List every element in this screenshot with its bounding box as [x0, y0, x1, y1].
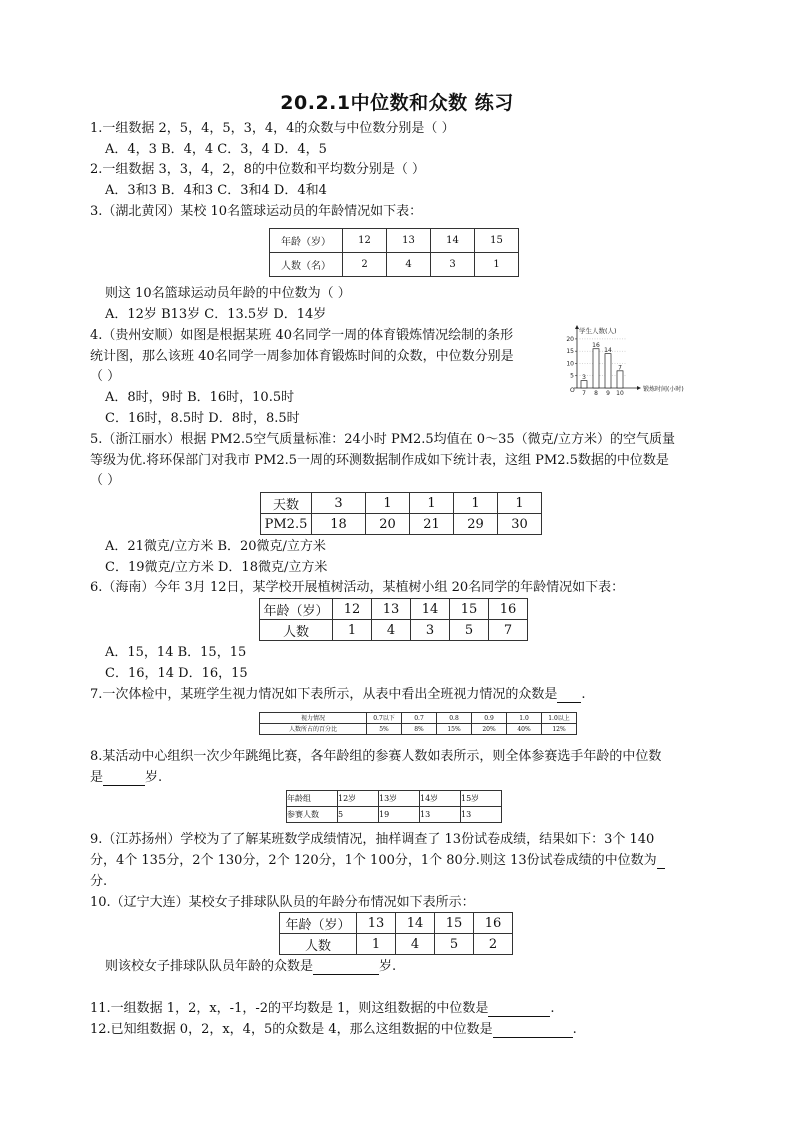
- table-cell: 2: [474, 934, 513, 955]
- table-row: [270, 253, 519, 277]
- table-cell: 30: [498, 514, 542, 535]
- q8-stem-line1: 8.某活动中心组织一次少年跳绳比赛，各年龄组的参赛人数如表所示，则全体参赛选手年龄的中位数: [90, 749, 662, 764]
- q4-options-line1: A．8时，9时 B．16时，10.5时: [105, 390, 295, 405]
- table-cell: 8%: [402, 724, 437, 735]
- q3-stem: 3.（湖北黄冈）某校 10名篮球运动员的年龄情况如下表：: [90, 204, 423, 219]
- q8-stem-line2-post: 岁.: [145, 770, 163, 785]
- chart-data-label: 16: [592, 342, 600, 350]
- q1-options: A．4，3 B．4，4 C．3，4 D．4，5: [105, 142, 327, 157]
- table-cell: 15%: [437, 724, 472, 735]
- chart-bar: [593, 349, 599, 388]
- q12-stem: [90, 1022, 577, 1038]
- table-cell: 0.7: [402, 713, 437, 724]
- q12-answer-blank[interactable]: [493, 1024, 573, 1038]
- table-cell: 21: [410, 514, 454, 535]
- table-row: [280, 934, 513, 955]
- table-cell: 1: [454, 493, 498, 514]
- table-cell: 12岁: [338, 791, 379, 807]
- table-cell: 1: [498, 493, 542, 514]
- q5-table: [260, 492, 542, 535]
- chart-y-axis-label: 学生人数(人): [579, 327, 617, 335]
- table-cell: 19: [379, 807, 420, 823]
- q2-options: A．3和3 B．4和3 C．3和4 D．4和4: [105, 183, 327, 198]
- table-cell: 7: [489, 620, 528, 641]
- q4-stem-line1: 4.（贵州安顺）如图是根据某班 40名同学一周的体育锻炼情况绘制的条形: [90, 328, 514, 343]
- table-cell: 1.0以上: [542, 713, 577, 724]
- q10-follow-pre: 则该校女子排球队队员年龄的众数是: [105, 959, 314, 974]
- q9-stem-line1: 9.（江苏扬州）学校为了了解某班数学成绩情况，抽样调查了 13份试卷成绩，结果如下：3个 140: [90, 832, 655, 847]
- q1-stem: 1.一组数据 2，5，4，5，3，4，4的众数与中位数分别是（ ）: [90, 121, 455, 136]
- table-cell: 20: [366, 514, 410, 535]
- chart-data-label: 3: [582, 374, 586, 382]
- chart-y-tick-label: 20: [566, 335, 574, 343]
- table-cell: 5: [435, 934, 474, 955]
- q11-stem: [90, 1001, 555, 1017]
- chart-origin-label: O: [570, 387, 575, 394]
- table-cell: 3: [411, 620, 450, 641]
- q3-options: A．12岁 B13岁 C．13.5岁 D．14岁: [105, 307, 327, 322]
- q5-options-line1: A．21微克/立方米 B．20微克/立方米: [105, 539, 326, 554]
- q7-answer-blank[interactable]: [557, 689, 581, 703]
- table-cell: 参赛人数: [287, 807, 338, 823]
- chart-data-label: 14: [604, 347, 612, 355]
- q10-answer-blank[interactable]: [313, 961, 379, 975]
- chart-y-tick-label: 10: [566, 360, 574, 368]
- table-cell: 20%: [472, 724, 507, 735]
- table-cell: 40%: [507, 724, 542, 735]
- chart-bar: [605, 354, 611, 388]
- table-cell: 14: [411, 599, 450, 620]
- table-cell: 0.8: [437, 713, 472, 724]
- table-cell: 人数所占的百分比: [260, 724, 367, 735]
- q5-stem-line2: 等级为优.将环保部门对我市 PM2.5一周的环测数据制作成如下统计表，这组 PM2.5数据的中位数是: [90, 453, 669, 468]
- table-cell: 12: [333, 599, 372, 620]
- table-cell: 14: [431, 229, 475, 253]
- table-cell: 12: [343, 229, 387, 253]
- q10-table: [279, 912, 513, 955]
- table-cell: 1: [475, 253, 519, 277]
- chart-x-axis-label: 锻炼时间(小时): [643, 386, 684, 393]
- q6-options-line1: A．15，14 B．15，15: [105, 645, 247, 660]
- q9-stem-line3: 分.: [90, 874, 108, 889]
- q8-stem-line2-pre: 是: [90, 770, 104, 785]
- q4-bar-chart: [560, 322, 710, 404]
- table-cell: 13: [372, 599, 411, 620]
- table-cell: 0.9: [472, 713, 507, 724]
- q5-stem-line3: （ ）: [90, 473, 121, 488]
- table-cell: 15: [475, 229, 519, 253]
- table-cell: 年龄组: [287, 791, 338, 807]
- table-row: [260, 713, 577, 724]
- table-cell: 1.0: [507, 713, 542, 724]
- table-row: [260, 620, 528, 641]
- chart-x-tick-label: 10: [616, 390, 624, 397]
- q10-follow: [105, 959, 396, 975]
- q2-stem: 2.一组数据 3，3，4，2，8的中位数和平均数分别是（ ）: [90, 162, 426, 177]
- page-title: 20.2.1中位数和众数 练习: [280, 92, 514, 114]
- table-cell: 5: [450, 620, 489, 641]
- chart-y-tick-label: 15: [566, 348, 574, 356]
- q6-stem: 6.（海南）今年 3月 12日，某学校开展植树活动，某植树小组 20名同学的年龄情况如下表：: [90, 580, 625, 595]
- q7-stem: [90, 687, 586, 703]
- table-cell: 13: [387, 229, 431, 253]
- q12-stem-end: .: [572, 1022, 577, 1037]
- table-cell: 1: [357, 934, 396, 955]
- table-cell: 1: [366, 493, 410, 514]
- table-cell: 15岁: [461, 791, 502, 807]
- table-cell: 12%: [542, 724, 577, 735]
- table-cell: 1: [410, 493, 454, 514]
- q4-stem-line3: （ ）: [90, 369, 121, 384]
- chart-x-tick-label: 7: [582, 390, 586, 397]
- table-row: [287, 791, 502, 807]
- chart-bar: [581, 381, 587, 388]
- table-cell: 3: [431, 253, 475, 277]
- q11-answer-blank[interactable]: [488, 1003, 550, 1017]
- table-cell: 人数: [260, 620, 333, 641]
- q9-stem-line2-text: 分，4个 135分，2个 130分，2个 120分，1个 100分，1个 80分.则这 13份试卷成绩的中位数为: [90, 853, 657, 868]
- table-cell: 人数: [280, 934, 357, 955]
- table-cell: 4: [372, 620, 411, 641]
- table-cell: 29: [454, 514, 498, 535]
- table-row: [261, 514, 542, 535]
- table-cell: 5%: [367, 724, 402, 735]
- table-row: [261, 493, 542, 514]
- q6-options-line2: C．16，14 D．16，15: [105, 666, 248, 681]
- table-cell: 16: [489, 599, 528, 620]
- table-cell: 13岁: [379, 791, 420, 807]
- table-cell: 15: [435, 913, 474, 934]
- table-cell: 年龄（岁）: [280, 913, 357, 934]
- q11-stem-text: 11.一组数据 1，2，x，-1，-2的平均数是 1，则这组数据的中位数是: [90, 1001, 489, 1016]
- table-cell: 13: [461, 807, 502, 823]
- table-cell: 2: [343, 253, 387, 277]
- chart-x-tick-label: 9: [606, 390, 610, 397]
- table-cell: PM2.5: [261, 514, 312, 535]
- table-cell: 年龄（岁）: [260, 599, 333, 620]
- q9-stem-line2: [90, 853, 665, 869]
- q9-answer-blank[interactable]: [657, 855, 665, 869]
- q8-answer-blank[interactable]: [103, 772, 145, 786]
- table-cell: 13: [357, 913, 396, 934]
- q8-table: [286, 790, 502, 823]
- q3-table: [269, 228, 519, 277]
- q3-follow: 则这 10名篮球运动员年龄的中位数为（ ）: [105, 286, 351, 301]
- chart-x-axis-arrow: [637, 386, 641, 390]
- q7-table: [259, 712, 577, 735]
- table-cell: 天数: [261, 493, 312, 514]
- table-row: [260, 724, 577, 735]
- table-row: [260, 599, 528, 620]
- chart-x-tick-label: 8: [594, 390, 598, 397]
- table-cell: 18: [312, 514, 366, 535]
- chart-y-tick-label: 5: [570, 372, 574, 380]
- chart-data-label: 7: [618, 364, 622, 372]
- q12-stem-text: 12.已知组数据 0，2，x，4，5的众数是 4，那么这组数据的中位数是: [90, 1022, 493, 1037]
- table-cell: 15: [450, 599, 489, 620]
- table-cell: 1: [333, 620, 372, 641]
- table-cell: 年龄（岁）: [270, 229, 343, 253]
- q6-table: [259, 598, 528, 641]
- table-cell: 16: [474, 913, 513, 934]
- table-cell: 0.7以下: [367, 713, 402, 724]
- q7-stem-end: .: [581, 687, 586, 702]
- table-row: [270, 229, 519, 253]
- table-cell: 13: [420, 807, 461, 823]
- q4-options-line2: C．16时，8.5时 D．8时，8.5时: [105, 411, 300, 426]
- table-cell: 14岁: [420, 791, 461, 807]
- table-cell: 3: [312, 493, 366, 514]
- q8-stem-line2: [90, 770, 162, 786]
- q4-stem-line2: 统计图，那么该班 40名同学一周参加体育锻炼时间的众数，中位数分别是: [90, 349, 514, 364]
- q10-stem: 10.（辽宁大连）某校女子排球队队员的年龄分布情况如下表所示：: [90, 895, 475, 910]
- table-row: [280, 913, 513, 934]
- table-cell: 5: [338, 807, 379, 823]
- q10-follow-post: 岁.: [379, 959, 397, 974]
- chart-bar: [617, 371, 623, 388]
- table-row: [287, 807, 502, 823]
- q7-stem-text: 7.一次体检中，某班学生视力情况如下表所示，从表中看出全班视力情况的众数是: [90, 687, 558, 702]
- q5-stem-line1: 5.（浙江丽水）根据 PM2.5空气质量标准：24小时 PM2.5均值在 0～35（微克/立方米）的空气质量: [90, 432, 676, 447]
- q11-stem-end: .: [550, 1001, 555, 1016]
- table-cell: 视力情况: [260, 713, 367, 724]
- table-cell: 14: [396, 913, 435, 934]
- table-cell: 4: [387, 253, 431, 277]
- q5-options-line2: C．19微克/立方米 D．18微克/立方米: [105, 560, 328, 575]
- table-cell: 人数（名）: [270, 253, 343, 277]
- table-cell: 4: [396, 934, 435, 955]
